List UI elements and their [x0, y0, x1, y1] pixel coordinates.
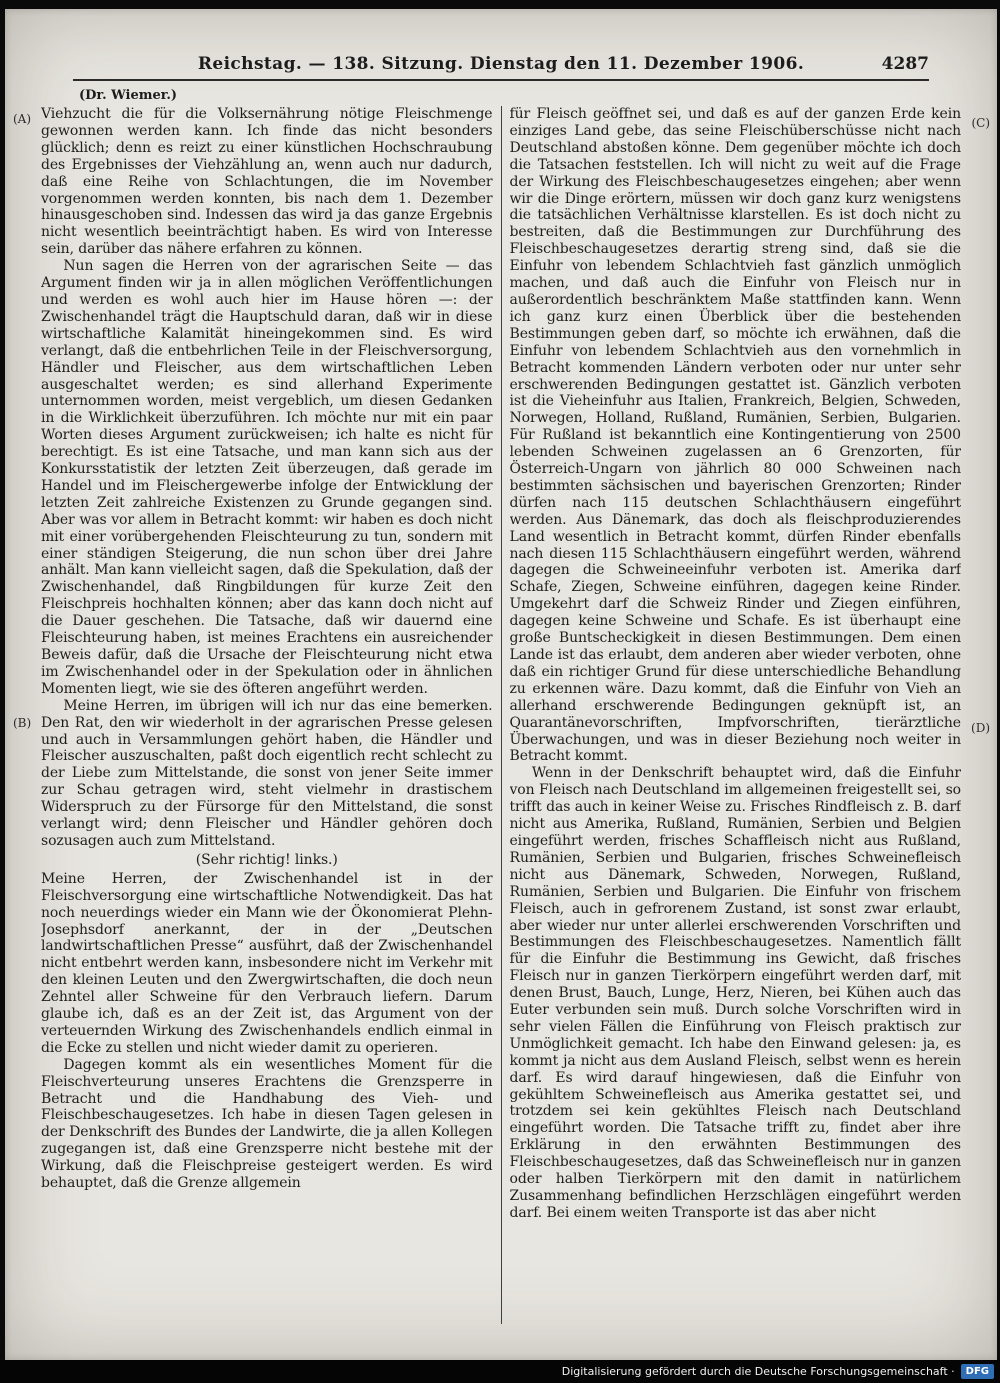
header-rule: [73, 79, 929, 81]
page-header-row: [73, 54, 929, 74]
paragraph: für Fleisch geöffnet sei, und daß es auf der ganzen Erde kein einziges Land gebe, das seine Fleischüberschüsse nicht nach Deutschland abstoßen könne. Dem gegenüber möchte ich doch die Tatsachen feststellen. Ich will nicht zu weit auf die Frage der Wirkung des Fleischbeschaugesetzes eingehen; aber wenn wir die Dinge erörtern, müssen wir doch ganz kurz wenigstens die tatsächlichen Verhältnisse klarstellen. Es ist doch nicht zu bestreiten, daß die Bestimmungen zur Durchführung des Fleischbeschaugesetzes derartig streng sind, daß sie die Einfuhr von lebendem Schlachtvieh fast gänzlich unmöglich machen, und daß auch die Einfuhr von Fleisch nur in außerordentlich beschränktem Maße stattfinden kann. Wenn ich ganz kurz einen Überblick über die bestehenden Bestimmungen geben darf, so möchte ich erwähnen, daß die Einfuhr von lebendem Schlachtvieh aus den vornehmlich in Betracht kommenden Ländern verboten oder nur unter sehr erschwerenden Bedingungen gestattet ist. Gänzlich verboten ist die Vieheinfuhr aus Italien, Frankreich, Belgien, Schweden, Norwegen, Holland, Rußland, Rumänien, Serbien, Bulgarien. Für Rußland ist bekanntlich eine Kontingentierung von 2500 lebenden Schweinen zugelassen an 6 Grenzorten, für Österreich-Ungarn von jährlich 80 000 Schweinen nach bestimmten sächsischen und bayerischen Grenzorten; Rinder dürfen nach 115 deutschen Schlachthäusern eingeführt werden. Aus Dänemark, das doch als fleischproduzierendes Land wesentlich in Betracht kommt, dürfen Rinder ebenfalls nach diesen 115 Schlachthäusern eingeführt werden, während dagegen die Schweineeinfuhr verboten ist. Amerika darf Schafe, Ziegen, Schweine einführen, dagegen keine Rinder. Umgekehrt darf die Schweiz Rinder und Ziegen einführen, dagegen keine Schweine und Schafe. Es ist überhaupt eine große Buntscheckigkeit in diesen Bestimmungen. Dem einen Lande ist das erlaubt, dem anderen aber wieder verboten, ohne daß ein richtiger Grund für diese unterschiedliche Behandlung zu erkennen wäre. Dazu kommt, daß die Einfuhr von Vieh an allerhand erschwerende Bedingungen geknüpft ist, an Quarantänevorschriften, Impfvorschriften, tierärztliche Überwachungen, und was in dieser Beziehung noch weiter in Betracht kommt.: [509, 106, 961, 765]
margin-marker-a: (A): [13, 112, 32, 126]
paragraph: Dagegen kommt als ein wesentliches Moment für die Fleischverteurung unseres Erachtens die Grenzsperre in Betracht und die Handhabung des Vieh- und Fleischbeschaugesetzes. Ich habe in diesen Tagen gelesen in der Denkschrift des Bundes der Landwirte, die ja allen Kollegen zugegangen ist, daß eine Grenzsperre nicht bestehe mit der Wirkung, daß die Fleischpreise gesteigert werden. Es wird behauptet, daß die Grenze allgemein: [41, 1056, 493, 1192]
left-column: [41, 106, 493, 1324]
page-header: Reichstag. — 138. Sitzung. Dienstag den 11. Dezember 1906.: [197, 54, 805, 74]
digitization-footer: [0, 1360, 1000, 1383]
column-rule: [501, 106, 502, 1324]
right-margin-markers: [961, 106, 991, 1324]
paragraph: Nun sagen die Herren von der agrarischen Seite — das Argument finden wir ja in allen möglichen Veröffentlichungen und werden es wohl auch hier im Hause hören —: der Zwischenhandel trägt die Hauptschuld daran, daß wir in diese wirtschaftliche Kalamität hineingekommen sind. Es wird verlangt, daß die entbehrlichen Teile in der Fleischversorgung, Händler und Fleischer, aus dem wirtschaftlichen Leben ausgeschaltet werden; es sind allerhand Experimente unternommen worden, meist vergeblich, um diesen Gedanken in die Wirklichkeit überzuführen. Ich möchte nur mit ein paar Worten dieses Argument zurückweisen; ich halte es nicht für berechtigt. Es ist eine Tatsache, und man kann sich aus der Konkursstatistik der letzten Zeit überzeugen, daß gerade im Handel und im Fleischergewerbe infolge der Entwicklung der letzten Zeit zahlreiche Existenzen zu Grunde gegangen sind. Aber was vor allem in Betracht kommt: wir haben es doch nicht mit einer vorübergehenden Fleischteurung zu tun, sondern mit einer ständigen Steigerung, die nun schon über drei Jahre anhält. Man kann vielleicht sagen, daß die Spekulation, daß der Zwischenhandel, daß Ringbildungen für kurze Zeit den Fleischpreis hochhalten können; aber das kann doch nicht auf die Dauer geschehen. Die Tatsache, daß wir dauernd eine Fleischteurung haben, ist meines Erachtens ein ausreichender Beweis dafür, daß die Ursache der Fleischteurung nicht etwa im Zwischenhandel oder in der Spekulation oder in ähnlichen Momenten liegt, wie sie des öfteren angeführt werden.: [41, 258, 493, 697]
page-number: 4287: [881, 54, 929, 74]
paragraph: Meine Herren, der Zwischenhandel ist in der Fleischversorgung eine wirtschaftliche Notwendigkeit. Das hat noch neuerdings wieder ein Mann wie der Ökonomierat Plehn-Josephsdorf anerkannt, der in der „Deutschen landwirtschaftlichen Presse“ ausführt, daß der Zwischenhandel nicht entbehrt werden kann, insbesondere nicht im Verkehr mit den kleinen Leuten und den Zwergwirtschaften, die doch neun Zehntel aller Schweine für den Verbrauch liefern. Darum glaube ich, daß es an der Zeit ist, das Argument von der verteuernden Wirkung des Zwischenhandels endlich einmal in die Ecke zu stellen und nicht wieder damit zu operieren.: [41, 870, 493, 1056]
margin-marker-c: (C): [971, 116, 990, 130]
interjection-line: (Sehr richtig! links.): [195, 851, 338, 868]
footer-text: Digitalisierung gefördert durch die Deutsche Forschungsgemeinschaft ·: [561, 1365, 955, 1378]
speaker-note: (Dr. Wiemer.): [79, 88, 178, 103]
scanned-page: [5, 9, 997, 1360]
right-column: [510, 106, 962, 1324]
left-margin-markers: [11, 106, 41, 1324]
dfg-logo: DFG: [961, 1364, 994, 1379]
paragraph: Meine Herren, im übrigen will ich nur das eine bemerken. Den Rat, den wir wiederholt in der agrarischen Presse gelesen und auch in Versammlungen gehört haben, die Händler und Fleischer auszuschalten, paßt doch eigentlich recht schlecht zu der Liebe zum Mittelstande, die sonst von jener Seite immer zur Schau getragen wird, steht vielmehr in drastischem Widerspruch zu der Fürsorge für den Mittelstand, die sonst verlangt wird; denn Fleischer und Händler gehören doch sozusagen auch zum Mittelstand.: [41, 697, 493, 849]
column-divider: [493, 106, 510, 1324]
paragraph: Wenn in der Denkschrift behauptet wird, daß die Einfuhr von Fleisch nach Deutschland im allgemeinen freigestellt sei, so trifft das auch in keiner Weise zu. Frisches Rindfleisch z. B. darf nicht aus Amerika, Rußland, Rumänien, Serbien und Belgien eingeführt werden, frisches Schaffleisch nicht aus Rußland, Rumänien, Serbien und Bulgarien, frisches Schweinefleisch nicht aus Dänemark, Schweden, Norwegen, Rußland, Rumänien, Serbien und Bulgarien. Die Einfuhr von frischem Fleisch, auch in gefrorenem Zustand, ist sonst zwar erlaubt, aber wieder nur unter allerlei erschwerenden Vorschriften und Bestimmungen des Fleischbeschaugesetzes. Namentlich fällt für die Einfuhr die Bestimmung ins Gewicht, daß frisches Fleisch nur in ganzen Tierkörpern eingeführt werden darf, mit denen Brust, Bauch, Lunge, Herz, Nieren, bei Kühen auch das Euter verbunden sein muß. Durch solche Vorschriften wird in sehr vielen Fällen die Einführung von Fleisch praktisch zur Unmöglichkeit gemacht. Ich habe den Einwand gelesen: ja, es kommt ja nicht aus dem Ausland Fleisch, selbst wenn es herein darf. Es wird darauf hingewiesen, daß die Einfuhr von gekühltem Schweinefleisch aus Amerika gestattet sei, und trotzdem sei kein gekühltes Fleisch nach Deutschland eingeführt worden. Die Tatsache trifft zu, findet aber ihre Erklärung in den erwähnten Bestimmungen des Fleischbeschaugesetzes, daß das Schweinefleisch nur in ganzen oder halben Tierkörpern mit den damit in natürlichem Zusammenhang befindlichen Herzschlägen eingeführt werden darf. Bei einem weiten Transporte ist das aber nicht: [509, 765, 961, 1221]
page-body: [5, 106, 997, 1324]
margin-marker-d: (D): [971, 721, 990, 735]
margin-marker-b: (B): [13, 716, 32, 730]
paragraph: Viehzucht die für die Volksernährung nötige Fleischmenge gewonnen werden kann. Ich finde das nicht besonders glücklich; denn es reizt zu einer künstlichen Hochschraubung des Ergebnisses der Viehzählung an, wenn auch nur dadurch, daß eine Reihe von Schlachtungen, die im November vorgenommen werden konnten, bis nach dem 1. Dezember hinausgeschoben sind. Indessen das wird ja das ganze Ergebnis nicht wesentlich beeinträchtigt haben. Es wird von Interesse sein, darüber das nähere erfahren zu können.: [41, 106, 493, 258]
